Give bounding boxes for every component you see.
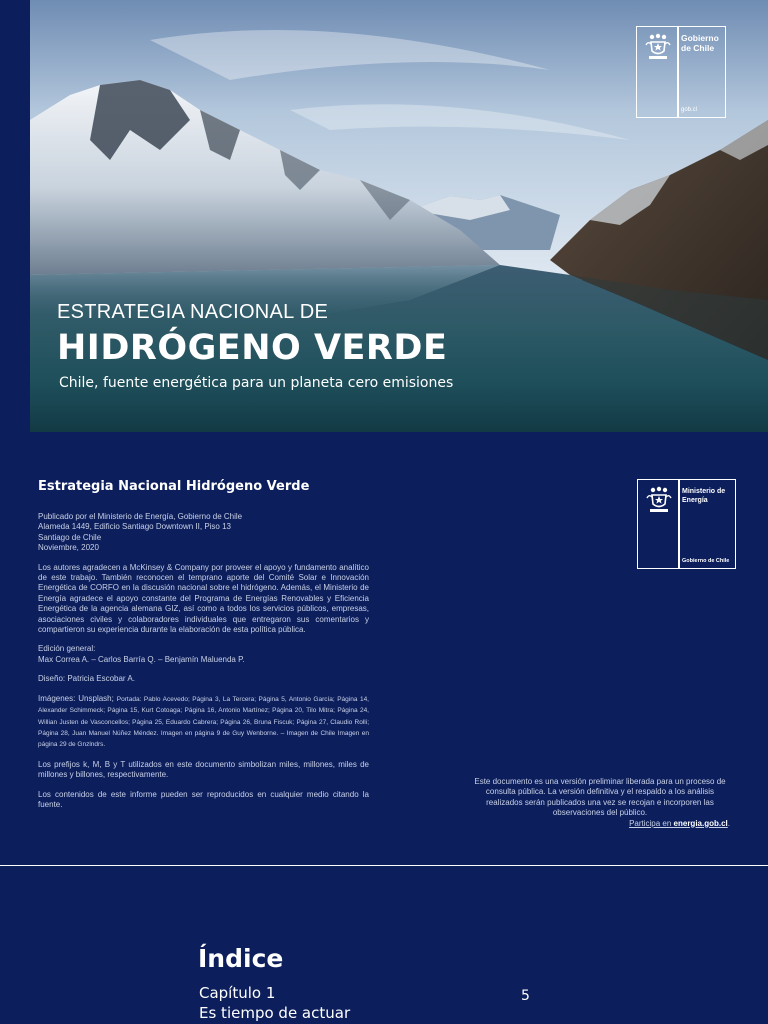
publisher-line: Publicado por el Ministerio de Energía, Gobierno de Chile <box>38 512 243 521</box>
cover-subtitle: Chile, fuente energética para un planeta cero emisiones <box>59 375 454 391</box>
acknowledgements-text: Los autores agradecen a McKinsey & Company por proveer el apoyo y fundamento analítico de este trabajo. También reconocen el temprano aporte del Comité Solar e Innovación Energética de CORFO en la discusión nacional sobre el hidrógeno. Además, el Ministerio de Energía agradece el apoyo constante del Programa de Energías Renovables y Eficiencia Energética de la agencia alemana GIZ, así como a todos los servicios públicos, empresas, asociaciones civiles y colaboradores individuales que entregaron sus comentarios y compartieron su experiencia durante la elaboración de esta política pública. <box>38 562 369 635</box>
logo-name <box>681 33 719 53</box>
images-credits: Portada: Pablo Acevedo; Página 3, La Tercera; Página 5, Antonio García; Página 14, Alexander Schimmeck; Página 15, Kurt Cotoaga; Página 16, Antonio Martínez; Página 20, Tilo Mitra; Página 24, Willian Justen de Vasconcellos; Página 25, Eduardo Cabrera; Página 26, Bruna Fiscuk; Página 27, Claudio Rolli; Página 28, Juan Manuel Núñez Méndez. Imagen en página 9 de Guy Wenborne. – Imagen de Chile Imagen en página 29 de Gnzlndrs. <box>38 695 369 749</box>
index-entry[interactable] <box>199 983 350 1023</box>
images-credit-block <box>38 694 369 751</box>
publisher-line: Santiago de Chile <box>38 532 102 542</box>
logo-url: gob.cl <box>681 107 698 113</box>
cover-left-strip <box>0 0 30 432</box>
chile-coat-of-arms-icon <box>644 485 674 515</box>
logo-name-line2: de Chile <box>681 43 715 53</box>
ministerio-de-energia-logo <box>637 479 736 569</box>
logo-divider <box>677 27 679 117</box>
publisher-line: Noviembre, 2020 <box>38 543 99 553</box>
cover-title-block <box>57 300 453 392</box>
images-label: Imágenes: Unsplash; <box>38 693 114 703</box>
logo-name-line2: Energía <box>682 496 708 504</box>
logo-name <box>682 488 725 505</box>
edition-block <box>38 644 369 665</box>
cover-title: HIDRÓGENO VERDE <box>57 328 448 368</box>
reproduction-note: Los contenidos de este informe pueden ser reproducidos en cualquier medio citando la fuente. <box>38 789 369 809</box>
cta-prefix: Participa en <box>629 818 674 828</box>
credits-title: Estrategia Nacional Hidrógeno Verde <box>38 479 310 494</box>
participa-link[interactable] <box>629 819 728 828</box>
index-page <box>0 866 768 1024</box>
logo-divider <box>678 480 680 568</box>
edition-names: Max Correa A. – Carlos Barría Q. – Benjamín Maluenda P. <box>38 654 245 664</box>
index-title: Índice <box>198 944 284 973</box>
publisher-line: Alameda 1449, Edificio Santiago Downtown II, Piso 13 <box>38 522 232 532</box>
credits-body <box>38 512 369 819</box>
prefixes-note: Los prefijos k, M, B y T utilizados en este documento simbolizan miles, millones, miles de millones y billones, respectivamente. <box>38 759 369 780</box>
publisher-block <box>38 512 369 554</box>
cover-page <box>0 0 768 432</box>
notice-cta <box>470 819 730 829</box>
chapter-name: Es tiempo de actuar <box>199 1004 351 1022</box>
gobierno-de-chile-logo <box>636 26 726 118</box>
logo-name-line1: Gobierno <box>681 33 719 43</box>
notice-text: Este documento es una versión preliminar liberada para un proceso de consulta pública. La versión definitiva y el respaldo a los análisis realizados serán publicados una vez se recojan e incorporen las observaciones del público. <box>474 777 726 818</box>
cta-suffix: . <box>727 818 730 828</box>
cta-link[interactable]: energia.gob.cl <box>673 818 728 828</box>
public-consultation-notice <box>470 777 730 829</box>
credits-page <box>0 432 768 865</box>
edition-label: Edición general: <box>38 644 96 654</box>
logo-name-line1: Ministerio de <box>682 488 726 495</box>
chile-coat-of-arms-icon <box>643 32 673 62</box>
design-credit: Diseño: Patricia Escobar A. <box>38 674 135 684</box>
chapter-label: Capítulo 1 <box>199 984 276 1002</box>
logo-foot: Gobierno de Chile <box>682 558 730 564</box>
chapter-page-number: 5 <box>521 988 530 1004</box>
cover-kicker: ESTRATEGIA NACIONAL DE <box>57 301 329 323</box>
